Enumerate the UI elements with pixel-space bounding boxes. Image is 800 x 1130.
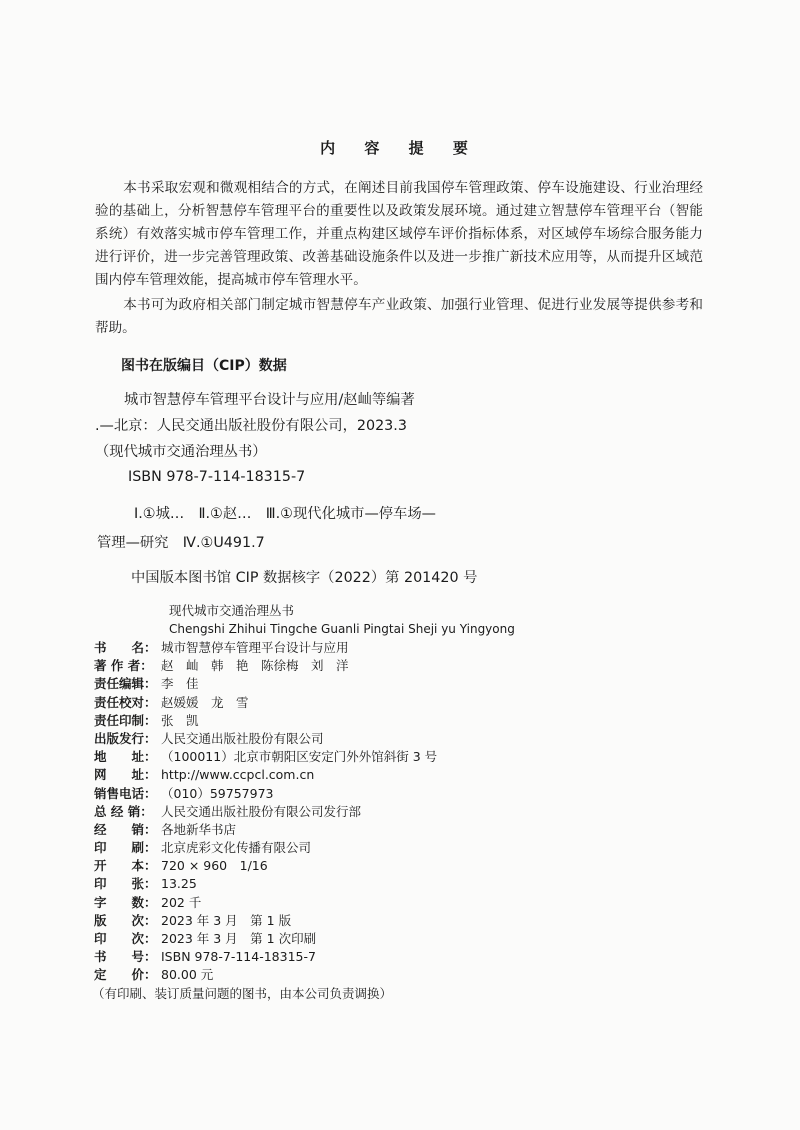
info-row-phone: 销售电话： （010）59757973 xyxy=(94,785,274,801)
summary-title: 内 容 提 要 xyxy=(320,139,480,157)
info-row-sheets: 印 张： 13.25 xyxy=(94,876,197,892)
cip-line-classification-2: 管理—研究 Ⅳ.①U491.7 xyxy=(97,535,265,551)
info-row-proofreader: 责任校对： 赵媛媛 龙 雪 xyxy=(94,694,249,710)
cip-line-record-number: 中国版本图书馆 CIP 数据核字（2022）第 201420 号 xyxy=(131,570,478,586)
info-row-website: 网 址： http://www.ccpcl.com.cn xyxy=(94,767,315,783)
publication-info xyxy=(94,639,437,1003)
info-row-editor: 责任编辑： 李 佳 xyxy=(94,676,199,692)
info-row-general-distributor: 总 经 销： 人民交通出版社股份有限公司发行部 xyxy=(94,803,362,819)
info-row-print-manager: 责任印制： 张 凯 xyxy=(94,712,199,728)
footnote: （有印刷、装订质量问题的图书，由本公司负责调换） xyxy=(92,985,393,1001)
info-row-authors: 著 作 者： 赵 屾 韩 艳 陈徐梅 刘 洋 xyxy=(94,658,349,674)
cip-line-classification-1: Ⅰ.①城… Ⅱ.①赵… Ⅲ.①现代化城市—停车场— xyxy=(134,506,436,522)
cip-line-publisher: .—北京：人民交通出版社股份有限公司，2023.3 xyxy=(95,418,407,434)
info-row-price: 定 价： 80.00 元 xyxy=(94,967,214,983)
info-row-word-count: 字 数： 202 千 xyxy=(94,894,202,910)
info-row-distributor: 经 销： 各地新华书店 xyxy=(94,821,237,837)
info-row-edition: 版 次： 2023 年 3 月 第 1 版 xyxy=(94,912,292,928)
cip-line-series: （现代城市交通治理丛书） xyxy=(95,444,267,460)
info-row-printing: 印 次： 2023 年 3 月 第 1 次印刷 xyxy=(94,931,317,946)
summary-paragraph-2: 本书可为政府相关部门制定城市智慧停车产业政策、加强行业管理、促进行业发展等提供参考和帮助。 xyxy=(95,297,703,336)
info-row-publisher: 出版发行： 人民交通出版社股份有限公司 xyxy=(94,730,324,746)
pinyin-title: Chengshi Zhihui Tingche Guanli Pingtai Sheji yu Yingyong xyxy=(169,622,515,636)
cip-line-isbn: ISBN 978-7-114-18315-7 xyxy=(128,469,306,485)
info-row-isbn: 书 号： ISBN 978-7-114-18315-7 xyxy=(94,949,316,965)
info-row-format: 开 本： 720 × 960 1/16 xyxy=(94,858,268,874)
info-row-title: 书 名： 城市智慧停车管理平台设计与应用 xyxy=(94,640,349,655)
info-row-address: 地 址： （100011）北京市朝阳区安定门外外馆斜街 3 号 xyxy=(94,749,438,765)
series-name: 现代城市交通治理丛书 xyxy=(169,603,295,618)
summary-paragraph-1: 本书采取宏观和微观相结合的方式，在阐述目前我国停车管理政策、停车设施建设、行业治理经验的基础上，分析智慧停车管理平台的重要性以及政策发展环境。通过建立智慧停车管理平台（智能系统）有效落实城市停车管理工作，并重点构建区域停车评价指标体系，对区域停车场综合服务能力进行评价，进一步完善管理政策、改善基础设施条件以及进一步推广新技术应用等，从而提升区域范围内停车管理效能，提高城市停车管理水平。 xyxy=(95,180,703,288)
info-row-printer: 印 刷： 北京虎彩文化传播有限公司 xyxy=(94,840,312,856)
cip-line-title: 城市智慧停车管理平台设计与应用/赵屾等编著 xyxy=(124,392,415,408)
cip-heading: 图书在版编目（CIP）数据 xyxy=(121,358,287,374)
